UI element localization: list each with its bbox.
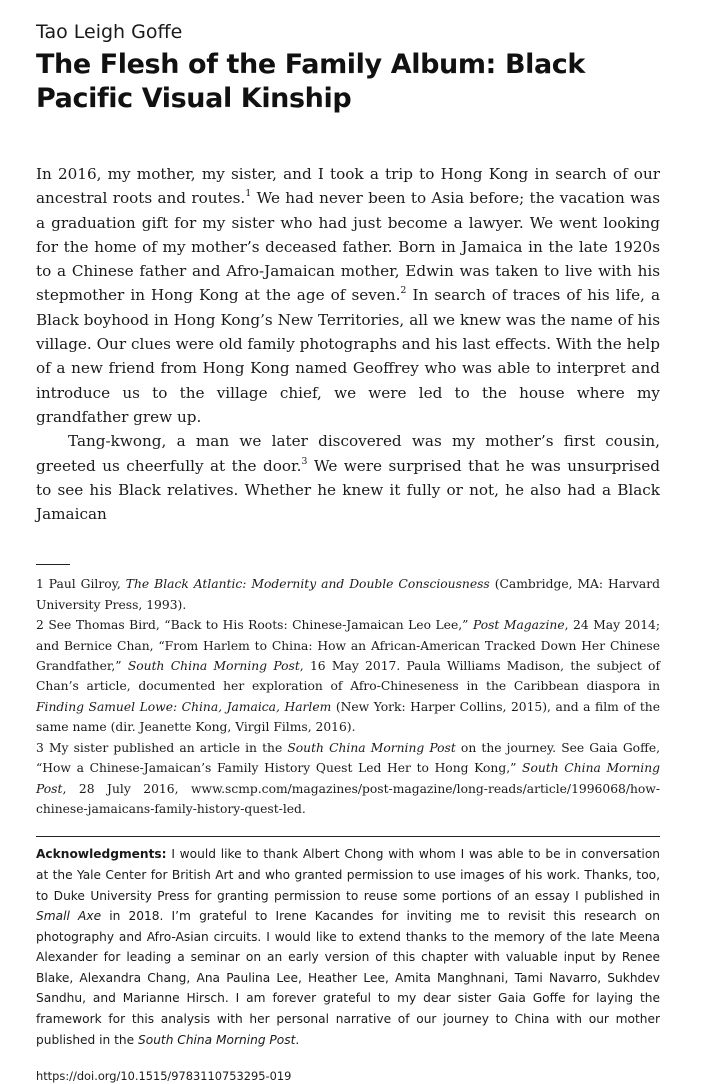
acknowledgments-divider	[36, 836, 660, 837]
acknowledgments: Acknowledgments: I would like to thank Albert Chong with whom I was able to be in conversation at the Yale Center for British Art and who granted permission to use images of his work. Thanks, too, to Duke University Press for granting permission to reuse some portions of an essay I published in Small Axe in 2018. I’m grateful to Irene Kacandes for inviting me to revisit this research on photography and Afro-Asian circuits. I would like to extend thanks to the memory of the late Meena Alexander for leading a seminar on an early version of this chapter with valuable input by Renee Blake, Alexandra Chang, Ana Paulina Lee, Heather Lee, Amita Manghnani, Tami Navarro, Sukhdev Sandhu, and Marianne Hirsch. I am forever grateful to my dear sister Gaia Goffe for laying the framework for this analysis with her personal narrative of our journey to China with our mother published in the South China Morning Post.	[36, 847, 660, 1047]
footnote-ref-1[interactable]: 1	[245, 188, 252, 200]
paragraph-1: In 2016, my mother, my sister, and I took a trip to Hong Kong in search of our ancestral roots and routes.$^1$ We had never been to Asia before; the vacation was a graduation gift for my sister who had just become a lawyer. We went looking for the home of my mother’s deceased father. Born in Jamaica in the late 1920s to a Chinese father and Afro-Jamaican mother, Edwin was taken to live with his stepmother in Hong Kong at the age of seven.$^2$ In search of traces of his life, a Black boyhood in Hong Kong’s New Territories, all we knew was the name of his village. Our clues were old family photographs and his last effects. With the help of a new friend from Hong Kong named Geoffrey who was able to interpret and introduce us to the village chief, we were led to the house where my grandfather grew up.	[36, 165, 660, 426]
footnote-1: 1 Paul Gilroy, The Black Atlantic: Modernity and Double Consciousness (Cambridge, MA: Harvard University Press, 1993).	[36, 577, 660, 612]
footnote-ref-2[interactable]: 2	[400, 285, 407, 297]
chapter-title-line-2: Pacific Visual Kinship	[36, 83, 352, 114]
footnote-3: 3 My sister published an article in the South China Morning Post on the journey. See Gaia Goffe, “How a Chinese-Jamaican’s Family History Quest Led Her to Hong Kong,” South China Morning Post, 28 July 2016, www.scmp.com/magazines/post-magazine/long-reads/article/1996068/how-chinese-jamaicans-family-history-quest-led.	[36, 740, 661, 816]
paragraph-2: Tang-kwong, a man we later discovered was my mother’s first cousin, greeted us cheerfully at the door.$^3$ We were surprised that he was unsurprised to see his Black relatives. Whether he knew it fully or not, he also had a Black Jamaican	[36, 432, 660, 524]
page	[36, 20, 660, 1084]
chapter-title	[36, 48, 660, 116]
footnotes	[36, 574, 660, 819]
doi-link[interactable]: https://doi.org/10.1515/9783110753295-019	[36, 1069, 292, 1084]
footnote-ref-3[interactable]: 3	[301, 455, 308, 467]
footnote-3-url-text: , 28 July 2016, www.scmp.com/magazines/post-magazine/long-reads/article/1996068/how-chinese-jamaicans-family-history-quest-led.	[36, 781, 660, 816]
footnote-divider	[36, 564, 70, 565]
footnote-2: 2 See Thomas Bird, “Back to His Roots: Chinese-Jamaican Leo Lee,” Post Magazine, 24 May 2014; and Bernice Chan, “From Harlem to China: How an African-American Tracked Down Her Chinese Grandfather,” South China Morning Post, 16 May 2017. Paula Williams Madison, the subject of Chan’s article, documented her exploration of Afro-Chineseness in the Caribbean diaspora in Finding Samuel Lowe: China, Jamaica, Harlem (New York: Harper Collins, 2015), and a film of the same name (dir. Jeanette Kong, Virgil Films, 2016).	[36, 618, 661, 735]
body-text	[36, 162, 660, 526]
chapter-author: Tao Leigh Goffe	[36, 21, 183, 43]
chapter-title-line-1: The Flesh of the Family Album: Black	[36, 49, 585, 80]
acknowledgments-label: Acknowledgments:	[36, 847, 167, 862]
